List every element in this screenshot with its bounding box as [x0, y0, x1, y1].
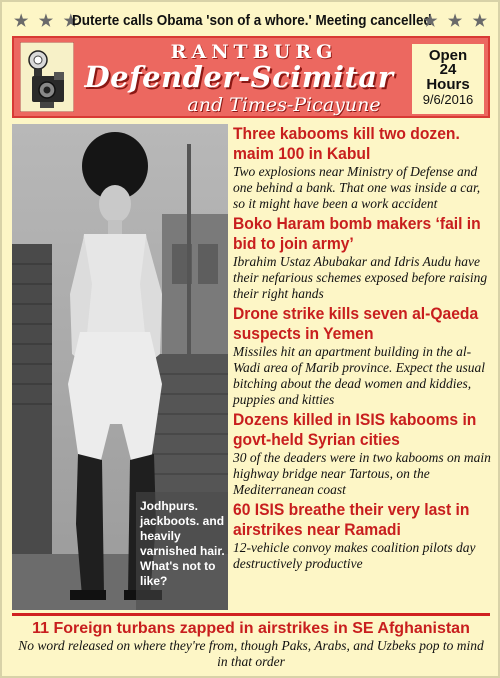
stars-right-icon: ★ ★ ★ — [423, 13, 490, 30]
article-syria[interactable] — [233, 410, 495, 498]
masthead-title-top: RANTBURG — [170, 41, 338, 63]
top-banner-headline[interactable]: Duterte calls Obama 'son of a whore.' Meeting cancelled — [72, 11, 432, 29]
masthead-title-sub: and Times-Picayune — [187, 94, 381, 116]
hours-number: 24 — [439, 61, 457, 78]
article-summary: 30 of the deaders were in two kabooms on main highway bridge near Tartous, on the Mediterranean coast — [233, 450, 491, 497]
article-summary: Ibrahim Ustaz Abubakar and Idris Audu have their nefarious schemes exposed before raising their right hands — [233, 254, 488, 301]
article-headline[interactable]: 60 ISIS breathe their very last in airstrikes near Ramadi — [233, 500, 470, 539]
top-banner[interactable] — [2, 6, 500, 34]
article-kabul[interactable] — [233, 124, 495, 212]
masthead — [12, 36, 490, 118]
article-headline[interactable]: Drone strike kills seven al-Qaeda suspects in Yemen — [233, 304, 479, 343]
bottom-headline[interactable]: 11 Foreign turbans zapped in airstrikes in SE Afghanistan — [32, 620, 470, 637]
article-headline[interactable]: Dozens killed in ISIS kabooms in govt-held Syrian cities — [233, 410, 477, 449]
article-headline[interactable]: Three kabooms kill two dozen. maim 100 in Kabul — [233, 124, 460, 163]
article-afghanistan[interactable] — [12, 619, 490, 670]
bottom-summary: No word released on where they're from, though Paks, Arabs, and Uzbeks pop to mind in that order — [18, 638, 484, 669]
issue-date: 9/6/2016 — [422, 92, 474, 107]
hours-label: Hours — [426, 76, 470, 93]
article-summary: 12-vehicle convoy makes coalition pilots day destructively productive — [233, 540, 476, 571]
article-headline[interactable]: Boko Haram bomb makers ‘fail in bid to join army’ — [233, 214, 481, 253]
article-boko-haram[interactable] — [233, 214, 495, 302]
vintage-press-camera-icon — [20, 42, 74, 112]
masthead-title-main: Defender-Scimitar — [84, 60, 394, 94]
article-ramadi[interactable] — [233, 500, 495, 572]
open-hours-box — [412, 44, 484, 114]
article-summary: Two explosions near Ministry of Defense and one behind a bank. That one was inside a car, so it might have been a work accident — [233, 164, 481, 211]
article-column — [233, 124, 495, 574]
article-summary: Missiles hit an apartment building in the al-Wadi area of Marib province. Expect the usual bitching about the dead women and kiddies, puppies and kitties — [233, 344, 485, 407]
photo-caption: Jodhpurs. jackboots. and heavily varnished hair. What's not to like? — [140, 499, 225, 588]
open-label: Open — [428, 47, 468, 64]
stars-left-icon: ★ ★ ★ — [14, 13, 81, 30]
article-yemen[interactable] — [233, 304, 495, 408]
section-divider — [12, 613, 490, 616]
